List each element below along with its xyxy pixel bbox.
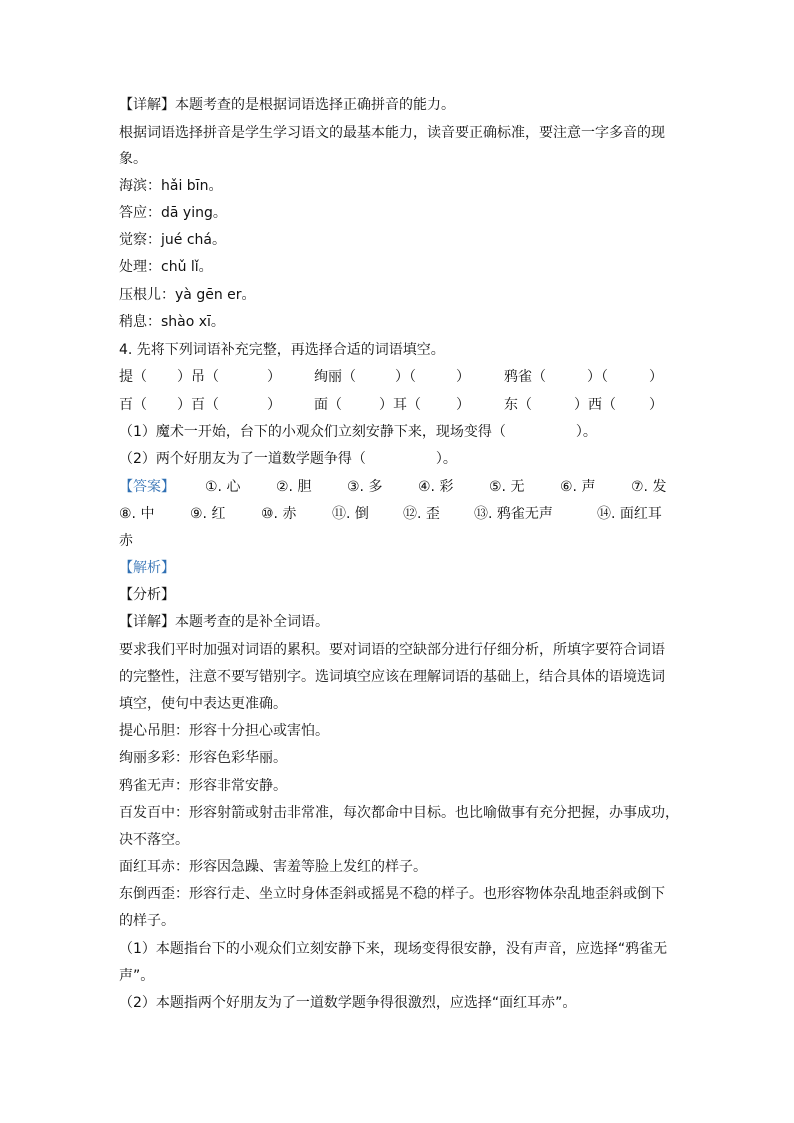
answer-item: ⑥. 声: [560, 479, 596, 495]
fill-cell: ）: [456, 369, 470, 385]
answer-row-2: [119, 504, 679, 524]
pinyin-item: 觉察：jué chá。: [119, 232, 226, 248]
explanation-1-cont: 声”。: [119, 968, 155, 984]
fill-cell: ）（: [587, 369, 608, 385]
question-stem: 4. 先将下列词语补充完整，再选择合适的词语填空。: [119, 342, 445, 358]
answer-item: ②. 胆: [276, 479, 312, 495]
pinyin-item: 答应：dā ying。: [119, 205, 227, 221]
answer-item: ⑩. 赤: [261, 506, 297, 522]
answer-item: ④. 彩: [418, 479, 454, 495]
answer-row-1: [119, 477, 679, 497]
fill-cell: 鸦雀（: [504, 369, 546, 385]
idiom-definition: 提心吊胆：形容十分担心或害怕。: [119, 723, 329, 739]
answer-item: ⑤. 无: [489, 479, 525, 495]
sub-question-1: （1）魔术一开始，台下的小观众们立刻安静下来，现场变得（ ）。: [119, 424, 597, 440]
fill-row-2: [119, 395, 679, 415]
fill-cell: ）: [649, 397, 663, 413]
pinyin-item: 处理：chǔ lǐ。: [119, 259, 213, 275]
pinyin-item: 稍息：shào xī。: [119, 314, 225, 330]
pinyin-item: 海滨：hǎi bīn。: [119, 178, 223, 194]
fill-cell: ）西（: [574, 397, 616, 413]
fill-cell: ）（: [395, 369, 416, 385]
idiom-definition: 面红耳赤：形容因急躁、害羞等脸上发红的样子。: [119, 859, 427, 875]
answer-item: ①. 心: [205, 479, 241, 495]
answer-item: ⑪. 倒: [332, 506, 369, 522]
fill-cell: ）耳（: [379, 397, 421, 413]
jiexi-heading: 【解析】: [119, 560, 175, 576]
answer-item: ⑨. 红: [190, 506, 226, 522]
explanation-2: （2）本题指两个好朋友为了一道数学题争得很激烈，应选择“面红耳赤”。: [119, 995, 577, 1011]
fill-row-1: [119, 367, 679, 387]
idiom-definition: 东倒西歪：形容行走、坐立时身体歪斜或摇晃不稳的样子。也形容物体杂乱地歪斜或倒下: [119, 886, 665, 902]
fill-cell: ）百（: [177, 397, 219, 413]
idiom-definition: 绚丽多彩：形容色彩华丽。: [119, 750, 287, 766]
idiom-definition: 百发百中：形容射箭或射击非常准，每次都命中目标。也比喻做事有充分把握，办事成功，: [119, 805, 679, 821]
answer-item: ⑭. 面红耳: [597, 506, 662, 522]
answer-item: ⑬. 鸦雀无声: [474, 506, 553, 522]
pinyin-item: 压根儿：yà gēn er。: [119, 287, 256, 303]
answer-label: 【答案】: [119, 479, 175, 495]
fill-cell: 面（: [314, 397, 342, 413]
sub-question-2: （2）两个好朋友为了一道数学题争得（ ）。: [119, 451, 457, 467]
answer-continued: 赤: [119, 533, 133, 549]
idiom-definition: 鸦雀无声：形容非常安静。: [119, 778, 287, 794]
answer-item: ③. 多: [347, 479, 383, 495]
paragraph-line: 填空，使句中表达更准确。: [119, 696, 287, 712]
answer-item: ⑧. 中: [119, 506, 155, 522]
fill-cell: ）: [267, 369, 281, 385]
fill-cell: ）: [456, 397, 470, 413]
fill-cell: ）: [267, 397, 281, 413]
fenxi-heading: 【分析】: [119, 587, 175, 603]
paragraph-line: 的完整性，注意不要写错别字。选词填空应该在理解词语的基础上，结合具体的语境选词: [119, 669, 665, 685]
fill-cell: ）: [649, 369, 663, 385]
idiom-definition-cont: 决不落空。: [119, 832, 189, 848]
paragraph-line: 根据词语选择拼音是学生学习语文的最基本能力，读音要正确标准，要注意一字多音的现: [119, 125, 665, 141]
explanation-1: （1）本题指台下的小观众们立刻安静下来，现场变得很安静，没有声音，应选择“鸦雀无: [119, 941, 668, 957]
detail-heading-2: 【详解】本题考查的是补全词语。: [119, 614, 329, 630]
paragraph-line: 要求我们平时加强对词语的累积。要对词语的空缺部分进行仔细分析，所填字要符合词语: [119, 642, 665, 658]
answer-item: ⑫. 歪: [403, 506, 440, 522]
fill-cell: ）吊（: [177, 369, 219, 385]
fill-cell: 百（: [119, 397, 147, 413]
fill-cell: 绚丽（: [314, 369, 356, 385]
fill-cell: 东（: [504, 397, 532, 413]
answer-item: ⑦. 发: [631, 479, 667, 495]
idiom-definition-cont: 的样子。: [119, 913, 175, 929]
paragraph-line: 象。: [119, 151, 147, 167]
fill-cell: 提（: [119, 369, 147, 385]
detail-heading-1: 【详解】本题考查的是根据词语选择正确拼音的能力。: [119, 97, 455, 113]
